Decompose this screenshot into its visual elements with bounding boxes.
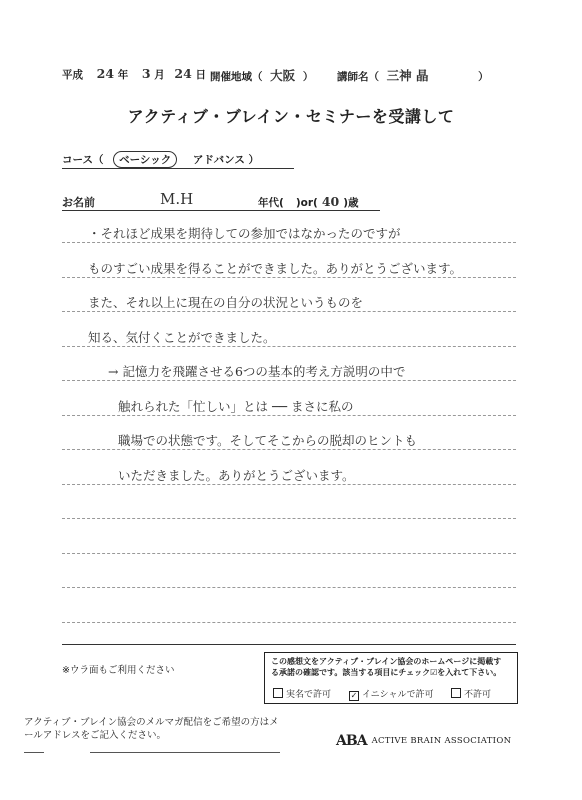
consent-option-real-name[interactable] [273,687,331,700]
email-field-line [24,752,44,753]
day-value: 24 [174,66,192,81]
checkbox-real-name[interactable] [273,688,283,698]
comment-line: ・それほど成果を期待しての参加ではなかったのですが [88,226,401,241]
lecturer-value: 三神 晶 [386,68,429,83]
month-unit: 月 [154,69,165,81]
date-field [62,66,206,82]
aba-logo [336,733,511,749]
venue-close: ） [302,71,314,83]
name-value: M.H [160,190,194,208]
aba-logo-text: ACTIVE BRAIN ASSOCIATION [371,736,512,746]
aba-logo-mark: ABA [336,733,367,749]
consent-option-deny[interactable] [451,687,491,700]
course-label: コース（ [62,154,104,166]
comment-line: 触れられた「忙しい」とは ── まさに私の [118,399,354,414]
course-underline [62,168,294,169]
consent-text: この感想文をアクティブ・ブレイン協会のホームページに掲載する承諾の確認です。該当する項目にチェック☑を入れて下さい。 [271,657,502,677]
lecturer-close: ） [478,71,489,83]
consent-box [264,652,518,704]
venue-value: 大阪 [270,68,296,83]
comment-line: ものすごい成果を得ることができました。ありがとうございます。 [88,261,463,276]
name-label: お名前 [62,196,95,209]
comment-line: いただきました。ありがとうございます。 [118,468,355,483]
checkbox-initials-checked[interactable]: ✓ [350,691,358,700]
lecturer-label: 講師名（ [337,71,379,83]
venue-field [210,66,313,84]
age-label: 年代( [258,197,284,209]
consent-option-initials[interactable] [349,687,433,701]
course-close: ） [248,154,260,166]
comment-line: 職場での状態です。そしてそこからの脱却のヒントも [118,433,418,448]
age-mid: )or( [295,197,318,209]
comment-line: 知る、気付くことができました。 [88,330,276,345]
month-value: 3 [141,66,151,81]
course-advanced: アドバンス [192,154,245,166]
course-basic-circled: ベーシック [113,151,177,168]
comment-line: また、それ以上に現在の自分の状況というものを [88,295,364,310]
day-unit: 日 [195,69,206,81]
age-field [258,194,359,210]
comment-line: → 記憶力を飛躍させる6つの基本的考え方説明の中で [108,364,406,379]
course-field [62,151,259,168]
option-label: 不許可 [464,690,492,700]
venue-label: 開催地域（ [210,71,263,83]
age-close: )歳 [343,197,359,209]
year-value: 24 [96,66,115,81]
newsletter-note: アクティブ・ブレイン協会のメルマガ配信をご希望の方はメールアドレスをご記入ください。 [24,717,279,741]
lecturer-field [337,66,489,84]
option-label: 実名で許可 [286,690,332,700]
era-label: 平成 [62,69,83,81]
name-underline [62,210,380,211]
back-side-note: ※ウラ面もご利用ください [62,665,175,676]
option-label: イニシャルで許可 [362,690,434,700]
age-value: 40 [321,194,340,209]
email-field-line [90,752,280,753]
checkbox-deny[interactable] [451,688,461,698]
year-unit: 年 [117,69,129,81]
page-title: アクティブ・ブレイン・セミナーを受講して [127,107,455,126]
